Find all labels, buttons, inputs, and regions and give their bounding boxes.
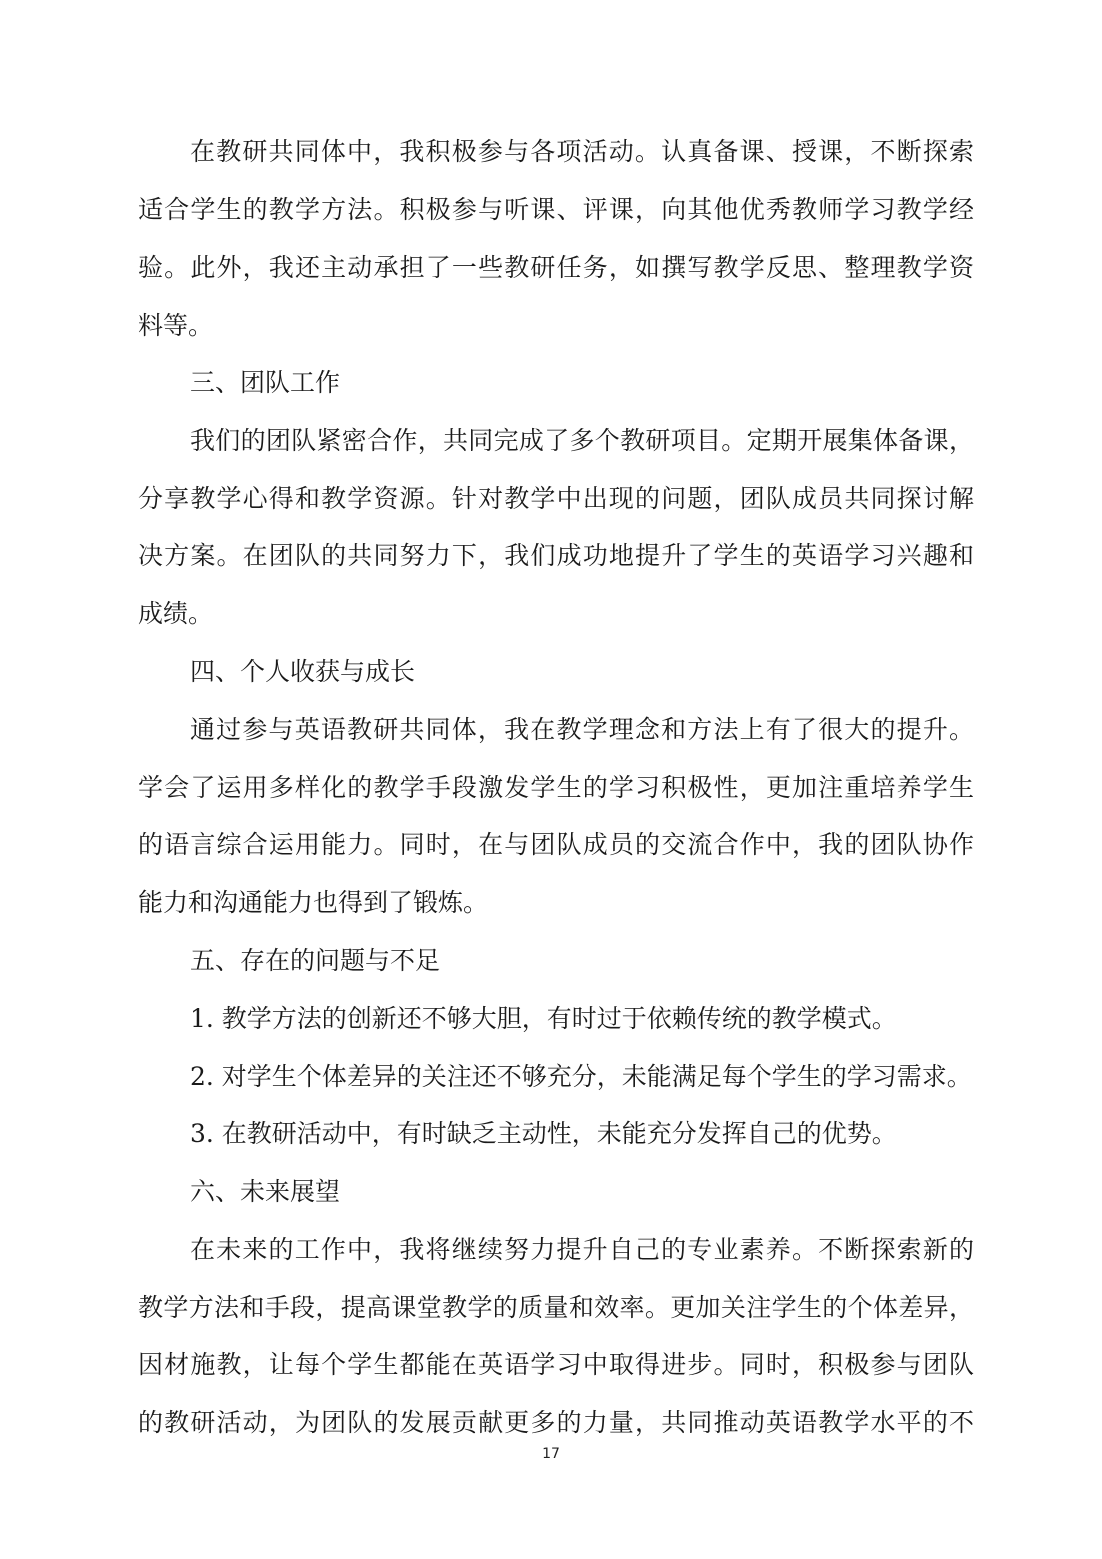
paragraph-line: 因材施教，让每个学生都能在英语学习中取得进步。同时，积极参与团队 bbox=[138, 1350, 974, 1379]
paragraph-line: 通过参与英语教研共同体，我在教学理念和方法上有了很大的提升。 bbox=[190, 715, 974, 744]
paragraph-line: 料等。 bbox=[138, 311, 214, 340]
paragraph-line: 的教研活动，为团队的发展贡献更多的力量，共同推动英语教学水平的不 bbox=[138, 1408, 974, 1437]
section-heading: 四、个人收获与成长 bbox=[190, 657, 416, 686]
list-item: 3. 在教研活动中，有时缺乏主动性，未能充分发挥自己的优势。 bbox=[190, 1119, 897, 1148]
list-item: 1. 教学方法的创新还不够大胆，有时过于依赖传统的教学模式。 bbox=[190, 1004, 897, 1033]
page-number: 17 bbox=[542, 1446, 560, 1462]
paragraph-line: 决方案。在团队的共同努力下，我们成功地提升了学生的英语学习兴趣和 bbox=[138, 541, 974, 570]
section-heading: 六、未来展望 bbox=[190, 1177, 341, 1206]
paragraph-line: 分享教学心得和教学资源。针对教学中出现的问题，团队成员共同探讨解 bbox=[138, 484, 974, 513]
paragraph-line: 我们的团队紧密合作，共同完成了多个教研项目。定期开展集体备课， bbox=[190, 426, 974, 455]
list-item: 2. 对学生个体差异的关注还不够充分，未能满足每个学生的学习需求。 bbox=[190, 1062, 972, 1091]
section-heading: 三、团队工作 bbox=[190, 368, 341, 397]
paragraph-line: 教学方法和手段，提高课堂教学的质量和效率。更加关注学生的个体差异， bbox=[138, 1293, 974, 1322]
section-heading: 五、存在的问题与不足 bbox=[190, 946, 441, 975]
paragraph-line: 在教研共同体中，我积极参与各项活动。认真备课、授课，不断探索 bbox=[190, 137, 974, 166]
paragraph-line: 验。此外，我还主动承担了一些教研任务，如撰写教学反思、整理教学资 bbox=[138, 253, 974, 282]
paragraph-line: 在未来的工作中，我将继续努力提升自己的专业素养。不断探索新的 bbox=[190, 1235, 974, 1264]
paragraph-line: 成绩。 bbox=[138, 599, 214, 628]
paragraph-line: 适合学生的教学方法。积极参与听课、评课，向其他优秀教师学习教学经 bbox=[138, 195, 974, 224]
paragraph-line: 能力和沟通能力也得到了锻炼。 bbox=[138, 888, 489, 917]
paragraph-line: 学会了运用多样化的教学手段激发学生的学习积极性，更加注重培养学生 bbox=[138, 773, 974, 802]
paragraph-line: 的语言综合运用能力。同时，在与团队成员的交流合作中，我的团队协作 bbox=[138, 830, 974, 859]
